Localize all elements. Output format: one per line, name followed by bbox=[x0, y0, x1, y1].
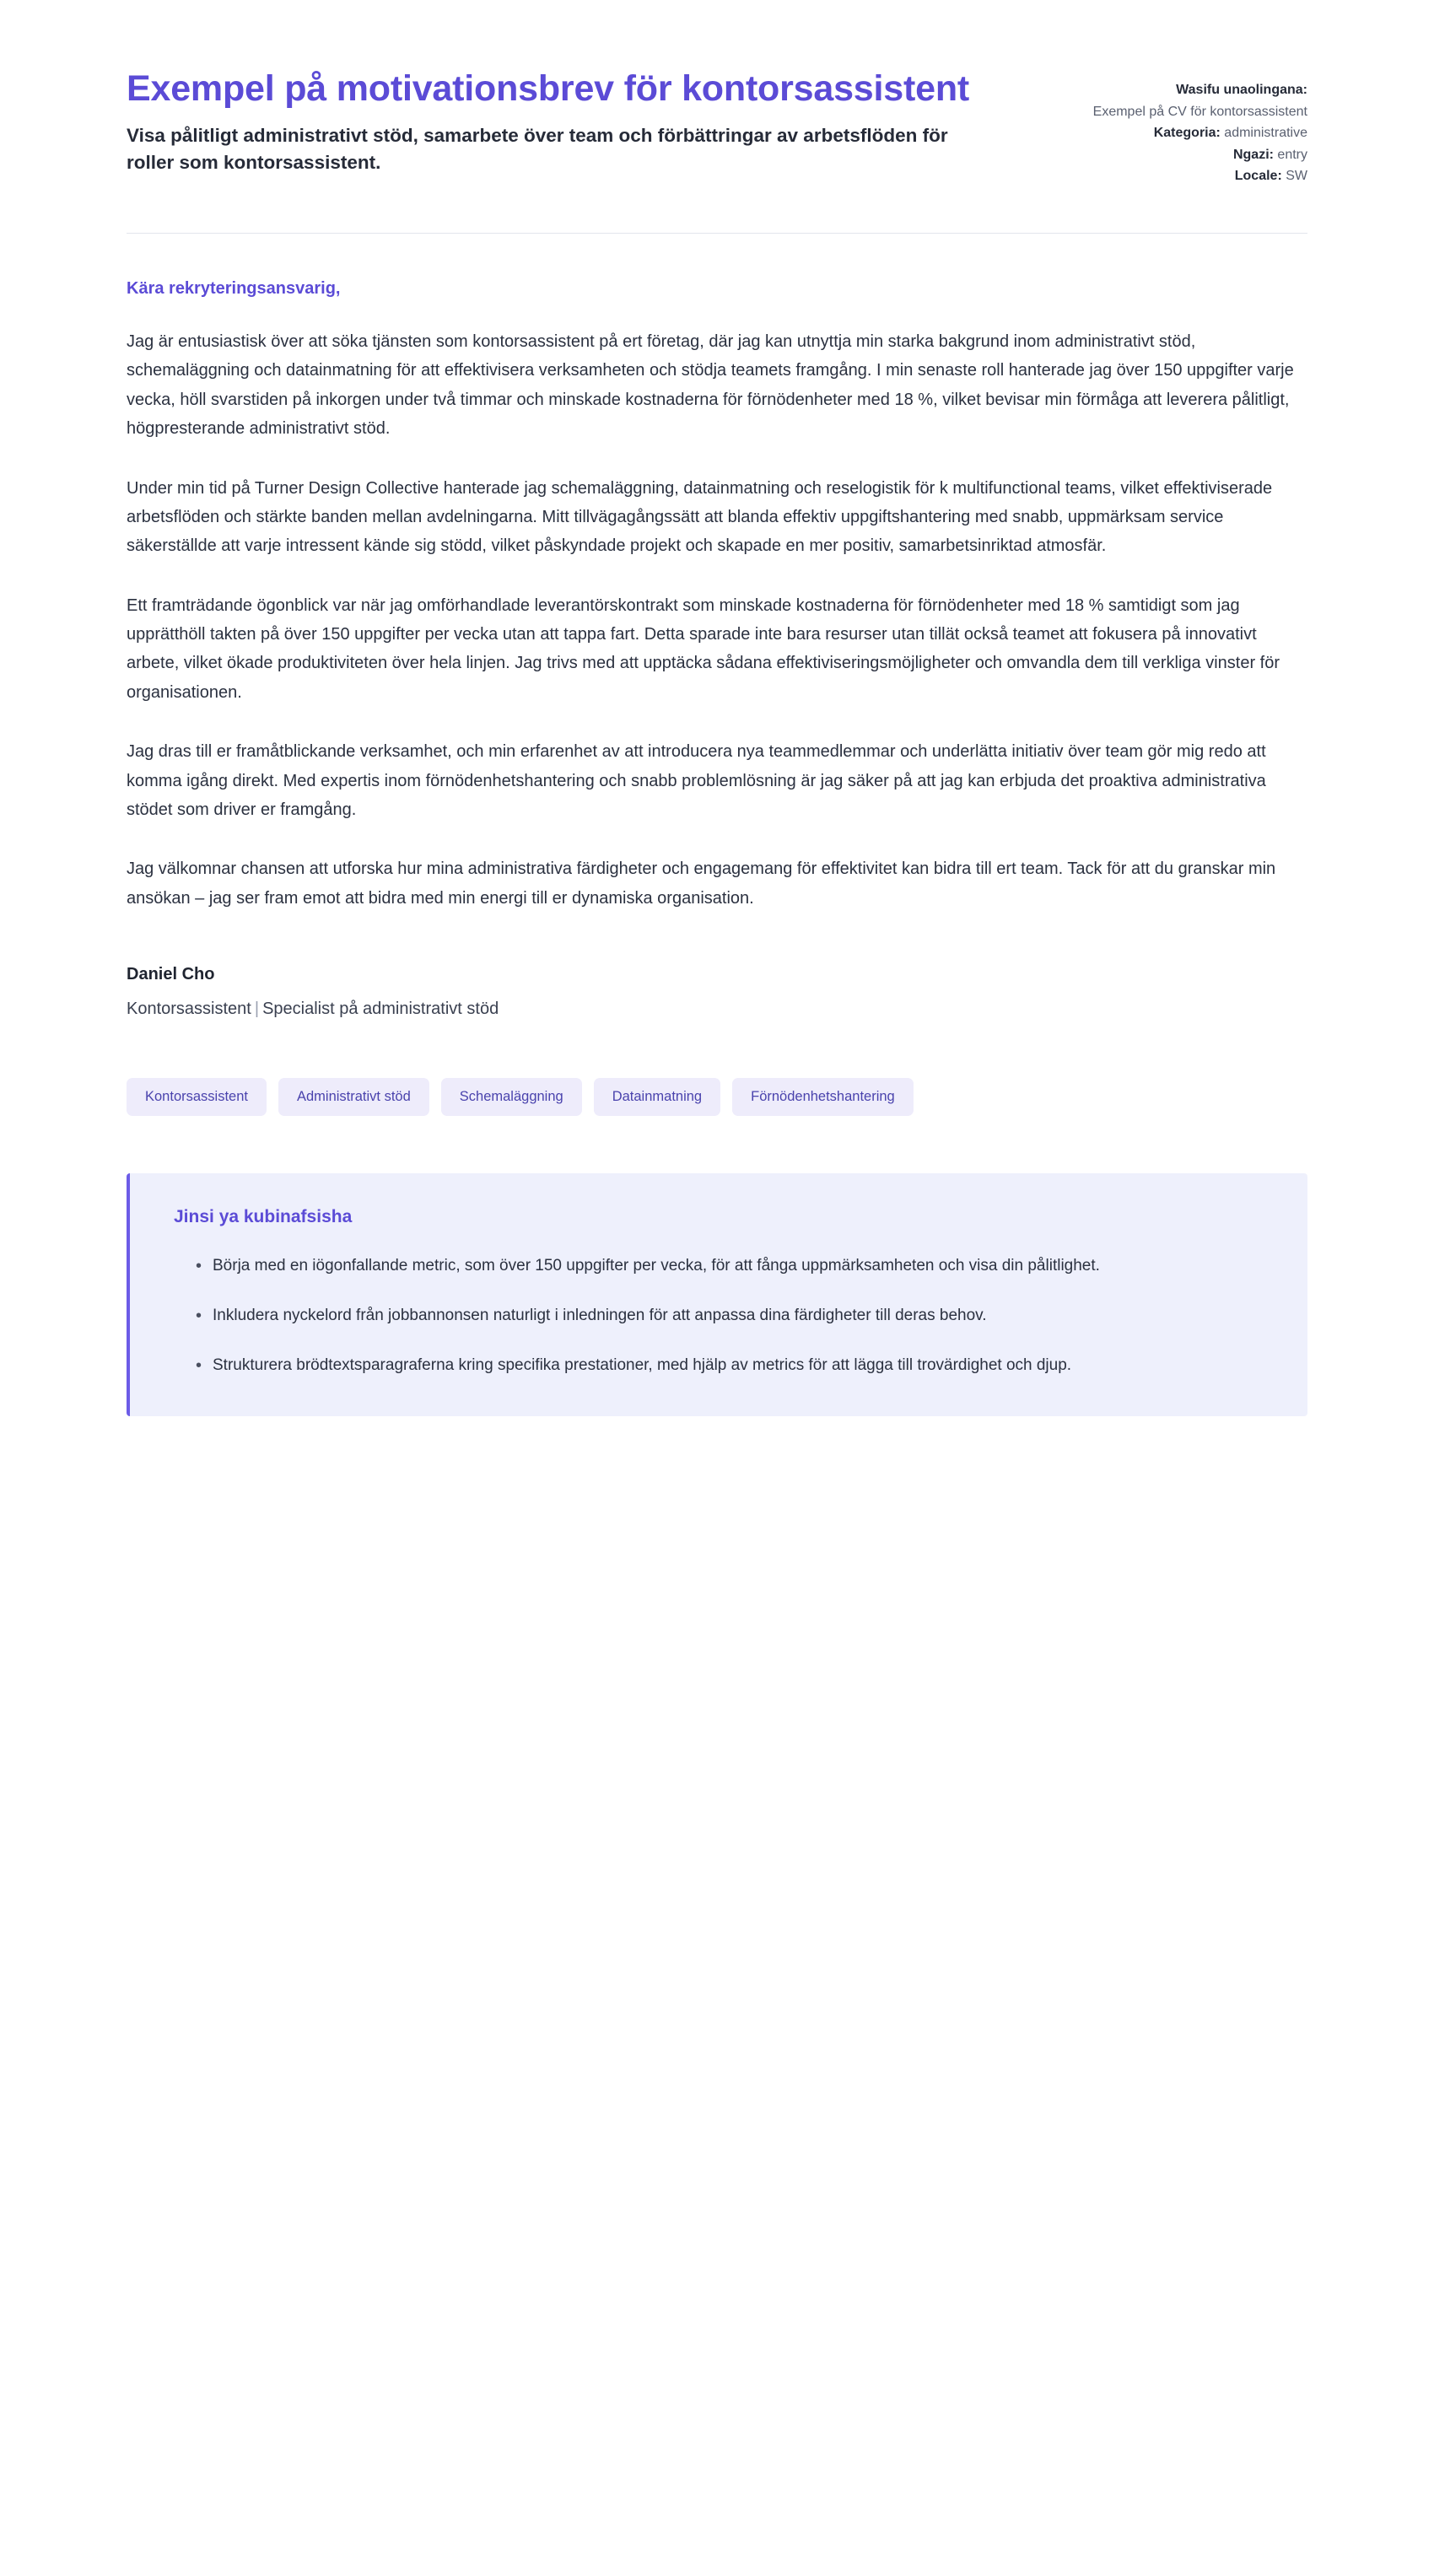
skill-tag[interactable]: Förnödenhetshantering bbox=[732, 1078, 914, 1116]
skill-tag[interactable]: Schemaläggning bbox=[441, 1078, 582, 1116]
letter-paragraph: Ett framträdande ögonblick var när jag omförhandlade leverantörskontrakt som minskade kostnaderna för förnödenheter med 18 % samtidigt som jag upprätthöll takten på över 150 uppgifter per vecka utan att tappa fart. Detta sparade inte bara resurser utan tillät också teamet att fokusera på innovativt arbete, vilket ökade produktiviteten över hela linjen. Jag trivs med att upptäcka sådana effektiviseringsmöjligheter och omvandla dem till verkliga vinster för organisationen. bbox=[127, 595, 1280, 702]
customization-tips-callout bbox=[127, 1173, 1307, 1416]
signature-role-secondary: Specialist på administrativt stöd bbox=[262, 1000, 499, 1019]
list-item: • Börja med en iögonfallande metric, som över 150 uppgifter per vecka, för att fånga uppmärksamheten och visa din pålitlighet. bbox=[196, 1253, 1264, 1280]
signature-name: Daniel Cho bbox=[127, 965, 215, 984]
meta-label-profile: Wasifu unaolingana: bbox=[1176, 83, 1307, 97]
letter-salutation: Kära rekryteringsansvarig, bbox=[127, 278, 341, 298]
meta-value-profile: Exempel på CV för kontorsassistent bbox=[1092, 104, 1307, 119]
document-header bbox=[127, 67, 1307, 187]
meta-value-category: administrative bbox=[1224, 126, 1307, 141]
letter-paragraph: Under min tid på Turner Design Collective hanterade jag schemaläggning, datainmatning och reselogistik för k multifunctional teams, vilket effektiviserade arbetsflöden och stärkte banden mellan avdelningarna. Mitt tillvägagångssätt att blanda effektiv uppgiftshantering med snabb, uppmärksam service säkerställde att varje intressent kände sig stödd, vilket påskyndade projekt och skapade en mer positiv, samarbetsinriktad atmosfär. bbox=[127, 478, 1273, 556]
skill-tag[interactable]: Administrativt stöd bbox=[278, 1078, 429, 1116]
meta-row-locale bbox=[1063, 165, 1307, 187]
meta-value-level: entry bbox=[1277, 147, 1307, 162]
header-text-block bbox=[127, 67, 978, 177]
page-title: Exempel på motivationsbrev för kontorsassistent bbox=[127, 68, 970, 109]
signature-role-separator: | bbox=[254, 1000, 260, 1019]
cover-letter-body bbox=[127, 234, 1307, 913]
skill-tag[interactable]: Datainmatning bbox=[594, 1078, 720, 1116]
letter-paragraph: Jag välkomnar chansen att utforska hur mina administrativa färdigheter och engagemang för effektivitet kan bidra till ert team. Tack för att du granskar min ansökan – jag ser fram emot att bidra med min energi till er dynamiska organisation. bbox=[127, 860, 1276, 908]
letter-paragraph: Jag är entusiastisk över att söka tjänsten som kontorsassistent på ert företag, där jag kan utnyttja min starka bakgrund inom administrativt stöd, schemaläggning och datainmatning för att effektivisera verksamheten och stödja teamets framgång. I min senaste roll hanterade jag över 150 uppgifter varje vecka, höll svarstiden på inkorgen under två timmar och minskade kostnaderna för förnödenheter med 18 %, vilket bevisar min förmåga att leverera pålitligt, högpresterande administrativt stöd. bbox=[127, 331, 1294, 439]
document-metadata bbox=[1063, 67, 1307, 187]
signature-block bbox=[127, 965, 1307, 1019]
meta-row-category bbox=[1063, 122, 1307, 144]
skill-tag[interactable]: Kontorsassistent bbox=[127, 1078, 267, 1116]
meta-label-level: Ngazi: bbox=[1232, 147, 1274, 162]
list-item: • Inkludera nyckelord från jobbannonsen naturligt i inledningen för att anpassa dina färdigheter till deras behov. bbox=[196, 1302, 1264, 1330]
meta-label-category: Kategoria: bbox=[1153, 126, 1221, 141]
meta-value-profile-row bbox=[1063, 101, 1307, 123]
meta-value-locale: SW bbox=[1286, 169, 1307, 184]
callout-title: Jinsi ya kubinafsisha bbox=[174, 1207, 353, 1227]
skill-tag-list bbox=[127, 1078, 1307, 1116]
meta-row-profile bbox=[1063, 79, 1307, 101]
signature-role-primary: Kontorsassistent bbox=[127, 1000, 251, 1019]
page-subtitle: Visa pålitligt administrativt stöd, samarbete över team och förbättringar av arbetsflöden för roller som kontorsassistent. bbox=[127, 124, 948, 174]
list-item: • Strukturera brödtextsparagraferna kring specifika prestationer, med hjälp av metrics för att lägga till trovärdighet och djup. bbox=[196, 1352, 1264, 1380]
meta-row-level bbox=[1063, 144, 1307, 166]
signature-role bbox=[127, 1000, 1307, 1019]
letter-paragraph: Jag dras till er framåtblickande verksamhet, och min erfarenhet av att introducera nya teammedlemmar och underlätta initiativ över team gör mig redo att komma igång direkt. Med expertis inom förnödenhetshantering och snabb problemlösning är jag säker på att jag kan erbjuda det proaktiva administrativa stödet som driver er framgång. bbox=[127, 742, 1266, 820]
meta-label-locale: Locale: bbox=[1234, 169, 1282, 184]
callout-list bbox=[174, 1253, 1264, 1379]
